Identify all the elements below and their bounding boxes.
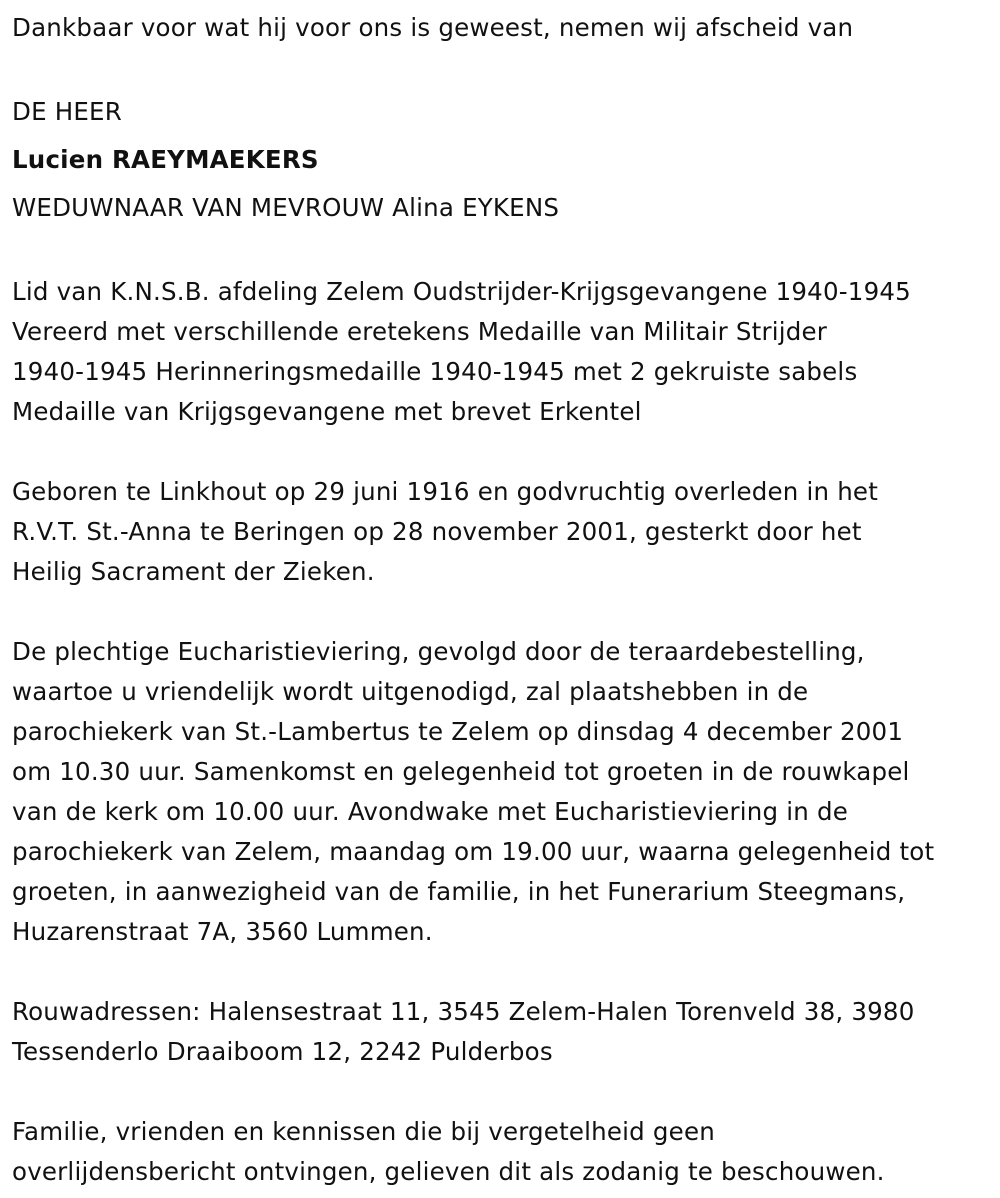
addresses-paragraph — [12, 992, 1000, 1072]
closing-paragraph — [12, 1112, 1000, 1192]
spacer — [12, 592, 1000, 632]
honors-line: 1940-1945 Herinneringsmedaille 1940-1945 met 2 gekruiste sabels — [12, 357, 858, 386]
honors-line: Medaille van Krijgsgevangene met brevet Erkentel — [12, 397, 642, 426]
birth-death-line: Geboren te Linkhout op 29 juni 1916 en godvruchtig overleden in het — [12, 477, 879, 506]
address-line: Rouwadressen: Halensestraat 11, 3545 Zelem-Halen Torenveld 38, 3980 — [12, 997, 915, 1026]
ceremony-line: De plechtige Eucharistieviering, gevolgd door de teraardebestelling, — [12, 637, 865, 666]
spacer — [12, 232, 1000, 272]
address-line: Tessenderlo Draaiboom 12, 2242 Pulderbos — [12, 1037, 553, 1066]
widower-of: WEDUWNAAR VAN MEVROUW Alina EYKENS — [12, 193, 560, 222]
closing-line: Familie, vrienden en kennissen die bij vergetelheid geen — [12, 1117, 715, 1146]
ceremony-line: groeten, in aanwezigheid van de familie, in het Funerarium Steegmans, — [12, 877, 906, 906]
spacer — [12, 952, 1000, 992]
ceremony-line: om 10.30 uur. Samenkomst en gelegenheid tot groeten in de rouwkapel — [12, 757, 910, 786]
deceased-name: Lucien RAEYMAEKERS — [12, 145, 319, 174]
birth-death-paragraph — [12, 472, 1000, 592]
deceased-header — [12, 88, 1000, 232]
birth-death-line: R.V.T. St.-Anna te Beringen op 28 november 2001, gesterkt door het — [12, 517, 862, 546]
closing-line: overlijdensbericht ontvingen, gelieven dit als zodanig te beschouwen. — [12, 1157, 885, 1186]
honors-line: Lid van K.N.S.B. afdeling Zelem Oudstrijder-Krijgsgevangene 1940-1945 — [12, 277, 911, 306]
ceremony-paragraph — [12, 632, 1000, 952]
title-prefix: DE HEER — [12, 97, 122, 126]
ceremony-line: van de kerk om 10.00 uur. Avondwake met Eucharistieviering in de — [12, 797, 848, 826]
ceremony-line: parochiekerk van St.-Lambertus te Zelem op dinsdag 4 december 2001 — [12, 717, 904, 746]
birth-death-line: Heilig Sacrament der Zieken. — [12, 557, 375, 586]
ceremony-line: Huzarenstraat 7A, 3560 Lummen. — [12, 917, 433, 946]
honors-line: Vereerd met verschillende eretekens Medaille van Militair Strijder — [12, 317, 828, 346]
ceremony-line: parochiekerk van Zelem, maandag om 19.00 uur, waarna gelegenheid tot — [12, 837, 935, 866]
spacer — [12, 1072, 1000, 1112]
honors-paragraph — [12, 272, 1000, 432]
ceremony-line: waartoe u vriendelijk wordt uitgenodigd, zal plaatshebben in de — [12, 677, 809, 706]
spacer — [12, 432, 1000, 472]
intro-text: Dankbaar voor wat hij voor ons is geweest, nemen wij afscheid van — [12, 13, 854, 42]
spacer — [12, 48, 1000, 88]
